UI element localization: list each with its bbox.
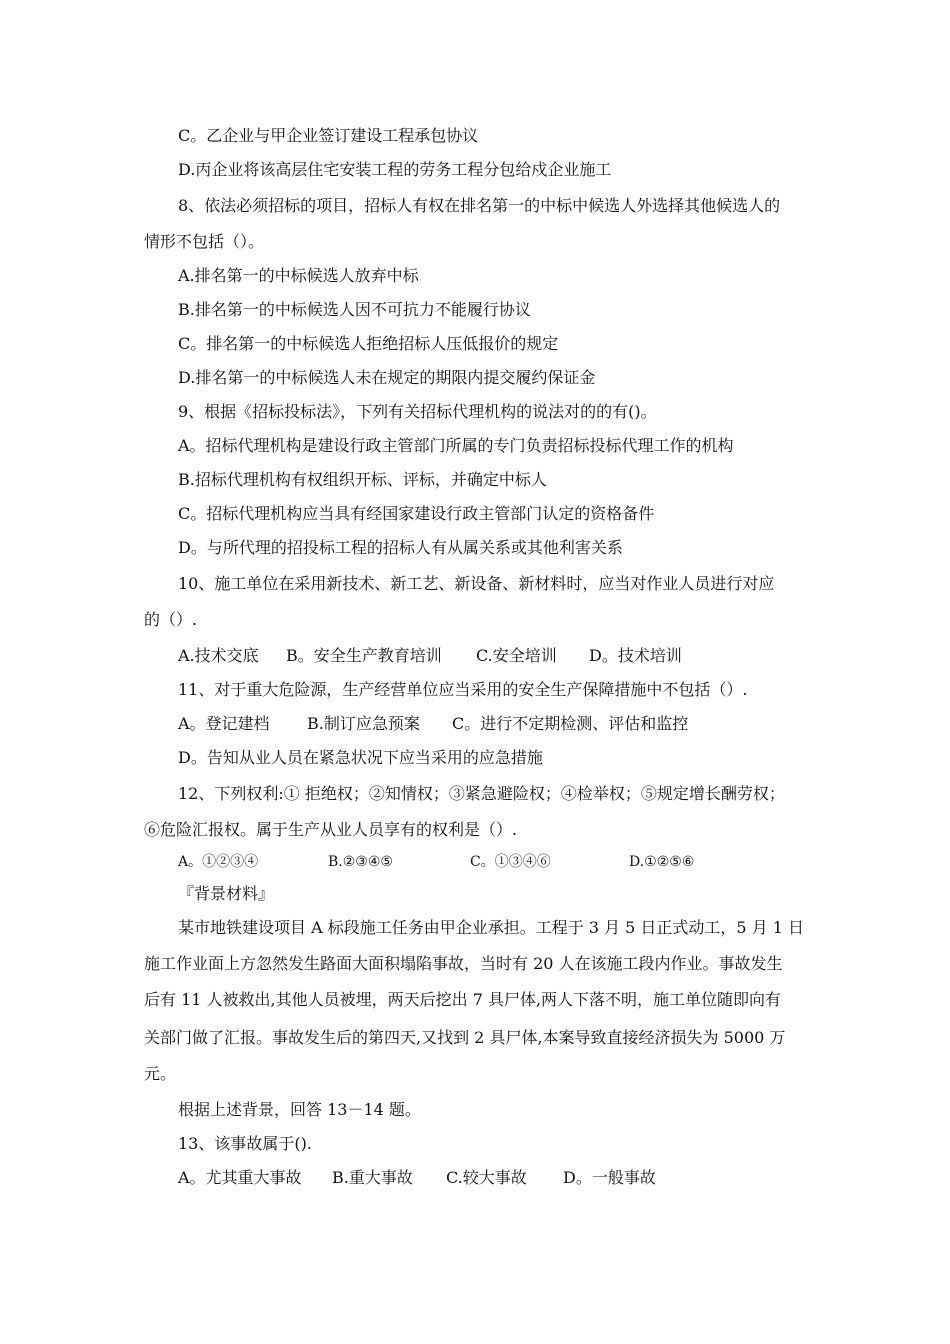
option-b: B.制订应急预案 [307,714,420,733]
option-line: D。与所代理的招投标工程的招标人有从属关系或其他利害关系 [178,538,623,557]
section-heading: 『背景材料』 [178,884,275,903]
option-line: A.排名第一的中标候选人放弃中标 [178,266,419,285]
question-13: 13、该事故属于(). [178,1134,312,1153]
option-line: B.招标代理机构有权组织开标、评标，并确定中标人 [178,470,547,489]
option-c: C。进行不定期检测、评估和监控 [452,714,689,733]
option-c: C.安全培训 [476,646,557,665]
question-10: 10、施工单位在采用新技术、新工艺、新设备、新材料时，应当对作业人员进行对应 [178,574,775,593]
option-b: B。安全生产教育培训 [286,646,442,665]
option-line: D.排名第一的中标候选人未在规定的期限内提交履约保证金 [178,368,596,387]
option-b: B.②③④⑤ [328,854,393,870]
option-a: A.技术交底 [178,646,259,665]
background-paragraph: 施工作业面上方忽然发生路面大面积塌陷事故，当时有 20 人在该施工段内作业。事故发生 [144,954,783,973]
question-12: 12、下列权利:① 拒绝权；②知情权；③紧急避险权；④检举权；⑤规定增长酬劳权； [178,784,785,803]
option-a: A。尤其重大事故 [178,1168,302,1187]
option-line: B.排名第一的中标候选人因不可抗力不能履行协议 [178,300,531,319]
option-c: C。①③④⑥ [470,854,551,870]
option-line: A。招标代理机构是建设行政主管部门所属的专门负责招标投标代理工作的机构 [178,436,734,455]
background-paragraph: 某市地铁建设项目 A 标段施工任务由甲企业承担。工程于 3 月 5 日正式动工，5 月 1 日 [178,918,805,937]
option-d: D。一般事故 [563,1168,656,1187]
background-paragraph: 后有 11 人被救出,其他人员被埋，两天后挖出 7 具尸体,两人下落不明，施工单位随即向有 [144,990,782,1009]
question-8-cont: 情形不包括（）。 [144,232,265,251]
option-a: A。①②③④ [178,854,259,870]
question-12-cont: ⑥危险汇报权。属于生产从业人员享有的权利是（）. [144,820,518,839]
option-line: C。乙企业与甲企业签订建设工程承包协议 [178,126,479,145]
background-paragraph: 关部门做了汇报。事故发生后的第四天,又找到 2 具尸体,本案导致直接经济损失为 5000 万 [144,1028,786,1047]
question-11: 11、对于重大危险源，生产经营单位应当采用的安全生产保障措施中不包括（）. [178,680,748,699]
option-line: D。告知从业人员在紧急状况下应当采用的应急措施 [178,748,543,767]
background-paragraph: 元。 [144,1064,177,1083]
question-8: 8、依法必须招标的项目，招标人有权在排名第一的中标中候选人外选择其他候选人的 [178,196,781,215]
option-c: C.较大事故 [446,1168,527,1187]
option-d: D。技术培训 [589,646,682,665]
question-10-cont: 的（）. [144,610,198,629]
option-d: D.①②⑤⑥ [629,854,695,870]
instruction-line: 根据上述背景，回答 13－14 题。 [178,1100,421,1119]
question-9: 9、根据《招标投标法》，下列有关招标代理机构的说法对的的有()。 [178,402,657,421]
option-line: D.丙企业将该高层住宅安装工程的劳务工程分包给戍企业施工 [178,160,612,179]
option-a: A。登记建档 [178,714,270,733]
option-line: C。招标代理机构应当具有经国家建设行政主管部门认定的资格备件 [178,504,655,523]
option-line: C。排名第一的中标候选人拒绝招标人压低报价的规定 [178,334,559,353]
option-b: B.重大事故 [332,1168,413,1187]
